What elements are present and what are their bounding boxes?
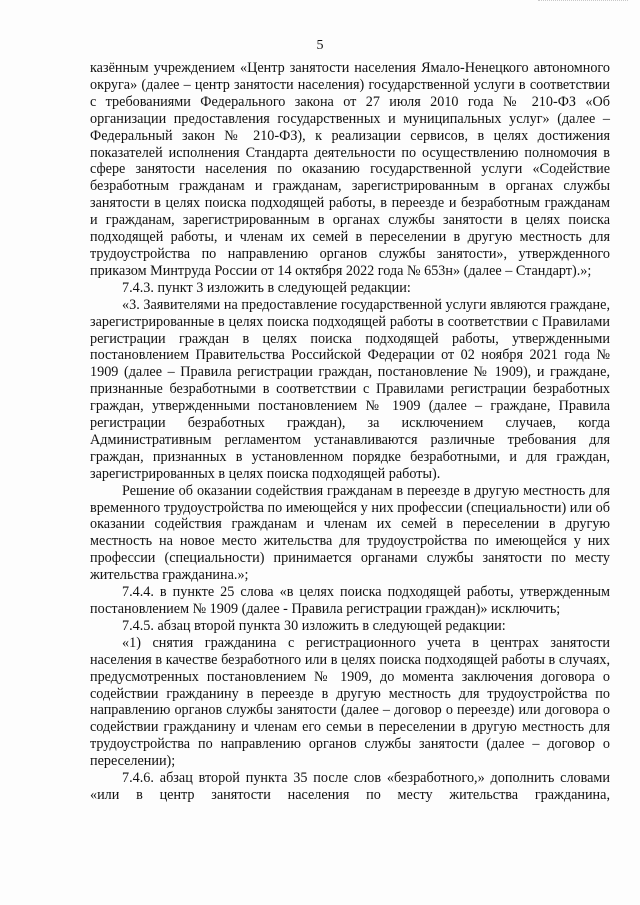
document-body [90, 60, 610, 804]
paragraph-clause-3: «3. Заявителями на предоставление государственной услуги являются граждане, зарегистрированные в целях поиска подходящей работы в соответствии с Правилами регистрации граждан в целях поиска подходящей работы, утвержденными постановлением Правительства Российской Федерации от 02 ноября 2021 года № 1909 (далее – Правила регистрации граждан, постановление № 1909), и граждане, признанные безработными в соответствии с Правилами регистрации безработных граждан, утвержденными постановлением № 1909 (далее – граждане, Правила регистрации безработных граждан), за исключением случаев, когда Административным регламентом устанавливаются различные требования для граждан, признанных в установленном порядке безработными, и для граждан, зарегистрированных в целях поиска подходящей работы). [90, 296, 610, 482]
paragraph-item-7-4-5: 7.4.5. абзац второй пункта 30 изложить в следующей редакции: [122, 617, 506, 634]
paragraph-item-7-4-3: 7.4.3. пункт 3 изложить в следующей редакции: [122, 279, 411, 296]
paragraph-item-7-4-6: 7.4.6. абзац второй пункта 35 после слов «безработного,» дополнить словами «или в центр занятости населения по месту жительства гражданина, [90, 770, 610, 803]
paragraph-clause-1: «1) снятия гражданина с регистрационного учета в центрах занятости населения в качестве безработного или в целях поиска подходящей работы в случаях, предусмотренных постановлением № 1909, до момента заключения договора о содействии гражданину в переезде в другую местность для трудоустройства по направлению органов службы занятости (далее – договор о переезде) или договора о содействии гражданину и членам его семьи в переселении в другую местность для трудоустройства по направлению органов службы занятости (далее – договор о переселении); [90, 634, 610, 770]
paragraph-decision: Решение об оказании содействия гражданам в переезде в другую местность для временного трудоустройства по имеющейся у них профессии (специальности) или об оказании содействия гражданам и членам их семей в переселении в другую местность на новое место жительства для трудоустройства по имеющейся у них профессии (специальности) принимается органами службы занятости по месту жительства гражданина.»; [90, 482, 610, 584]
paragraph-item-7-4-4: 7.4.4. в пункте 25 слова «в целях поиска подходящей работы, утвержденным постановлением № 1909 (далее - Правила регистрации граждан)» исключить; [90, 584, 610, 617]
paragraph-continuation: казённым учреждением «Центр занятости населения Ямало-Ненецкого автономного округа» (далее – центр занятости населения) государственной услуги в соответствии с требованиями Федерального закона от 27 июля 2010 года № 210-ФЗ «Об организации предоставления государственных и муниципальных услуг» (далее – Федеральный закон № 210-ФЗ), к реализации сервисов, в целях достижения показателей исполнения Стандарта деятельности по осуществлению полномочия в сфере занятости населения по оказанию государственной услуги «Содействие безработным гражданам и гражданам, зарегистрированным в органах службы занятости в целях поиска подходящей работы, в переезде и безработным гражданам и гражданам, зарегистрированным в органах службы занятости в целях поиска подходящей работы, и членам их семей в переселении в другую местность для трудоустройства по направлению органов службы занятости», утвержденного приказом Минтруда России от 14 октября 2022 года № 653н» (далее – Стандарт).»; [90, 60, 610, 279]
page-number: 5 [316, 38, 324, 53]
scan-edge-mark [538, 0, 628, 2]
